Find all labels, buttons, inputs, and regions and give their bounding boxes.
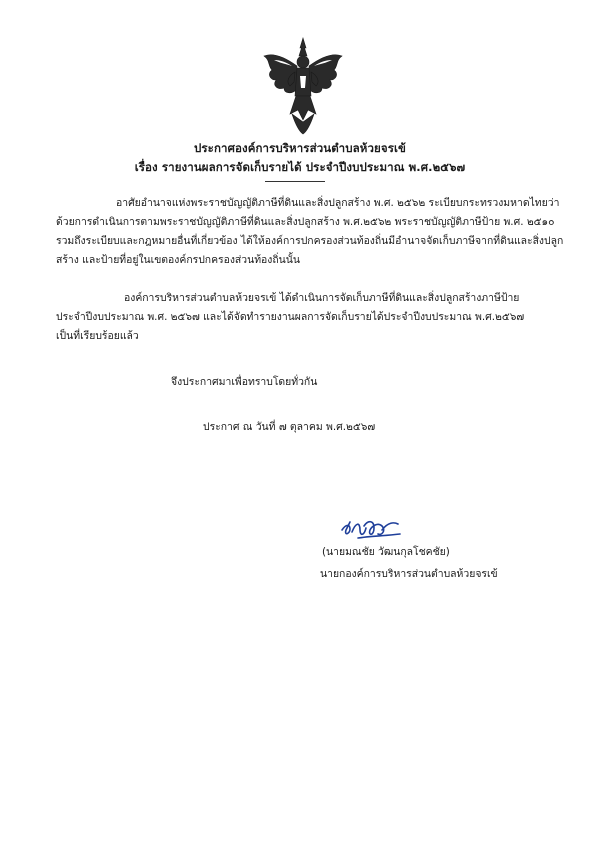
paragraph-line: สร้าง และป้ายที่อยู่ในเขตองค์กรปกครองส่วนท้องถิ่นนั้น: [56, 254, 300, 266]
garuda-emblem-icon: [262, 36, 344, 136]
paragraph-legal-basis: [56, 194, 564, 270]
paragraph-line: ด้วยการดำเนินการตามพระราชบัญญัติภาษีที่ดินและสิ่งปลูกสร้าง พ.ศ.๒๕๖๒ พระราชบัญญัติภาษีป้าย พ.ศ. ๒๕๑๐: [56, 216, 555, 228]
paragraph-line: อาศัยอำนาจแห่งพระราชบัญญัติภาษีที่ดินและสิ่งปลูกสร้าง พ.ศ. ๒๕๖๒ ระเบียบกระทรวงมหาดไทยว่า: [116, 197, 560, 209]
announcement-line: จึงประกาศมาเพื่อทราบโดยทั่วกัน: [171, 376, 318, 388]
document-title: ประกาศองค์การบริหารส่วนตำบลห้วยจรเข้: [194, 141, 406, 155]
paragraph-line: ประจำปีงบประมาณ พ.ศ. ๒๕๖๗ และได้จัดทำรายงานผลการจัดเก็บรายได้ประจำปีงบประมาณ พ.ศ.๒๕๖๗: [56, 311, 525, 323]
signer-name: (นายมณชัย วัฒนกุลโชคชัย): [322, 546, 450, 558]
paragraph-report: [56, 289, 564, 346]
paragraph-line: องค์การบริหารส่วนตำบลห้วยจรเข้ ได้ดำเนินการจัดเก็บภาษีที่ดินและสิ่งปลูกสร้างภาษีป้าย: [124, 292, 520, 304]
signer-title: นายกองค์การบริหารส่วนตำบลห้วยจรเข้: [320, 568, 498, 580]
date-line: ประกาศ ณ วันที่ ๗ ตุลาคม พ.ศ.๒๕๖๗: [203, 421, 376, 433]
title-underline: [265, 181, 325, 182]
paragraph-line: รวมถึงระเบียบและกฎหมายอื่นที่เกี่ยวข้อง ได้ให้องค์การปกครองส่วนท้องถิ่นมีอำนาจจัดเก็บภาษีจากที่ดินและสิ่งปลูก: [56, 235, 564, 247]
handwritten-signature-icon: [338, 516, 404, 542]
paragraph-line: เป็นที่เรียบร้อยแล้ว: [56, 330, 139, 342]
document-subject: เรื่อง รายงานผลการจัดเก็บรายได้ ประจำปีงบประมาณ พ.ศ.๒๕๖๗: [134, 160, 466, 174]
